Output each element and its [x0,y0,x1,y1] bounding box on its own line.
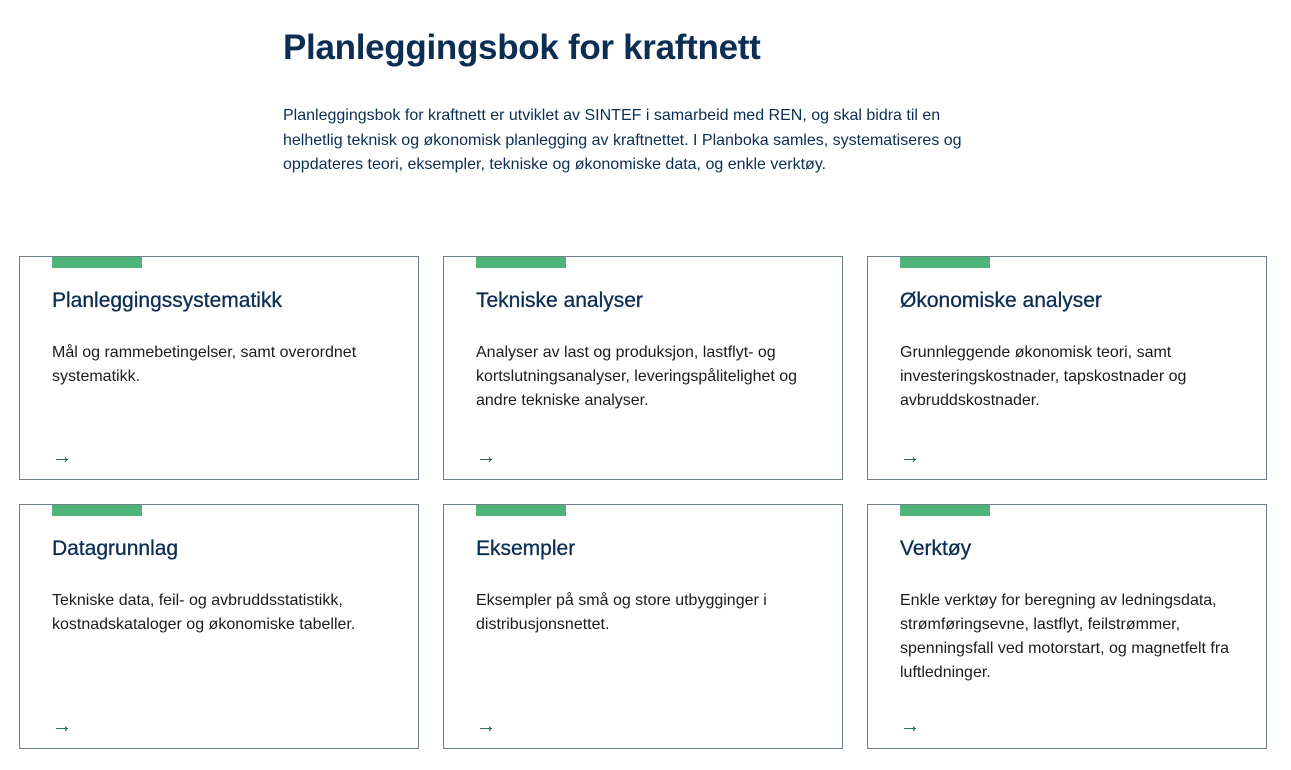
card-eksempler[interactable] [443,504,843,749]
card-description: Enkle verktøy for beregning av ledningsdata, strømføringsevne, lastflyt, feilstrømmer, spenningsfall ved motorstart, og magnetfelt fra luftledninger. [900,592,1230,681]
card-description: Eksempler på små og store utbygginger i distribusjonsnettet. [476,592,767,633]
card-title[interactable]: Eksempler [476,537,576,560]
card-title[interactable]: Datagrunnlag [52,537,179,560]
arrow-right-icon[interactable]: → [476,446,496,468]
arrow-right-icon[interactable]: → [52,715,72,737]
card-tekniske-analyser[interactable] [443,256,843,480]
card-description: Grunnleggende økonomisk teori, samt investeringskostnader, tapskostnader og avbruddskostnader. [900,344,1187,409]
card-accent-bar [900,257,990,268]
card-datagrunnlag[interactable] [19,504,419,749]
card-title[interactable]: Planleggingssystematikk [52,289,282,312]
card-accent-bar [476,257,566,268]
arrow-right-icon[interactable]: → [52,446,72,468]
card-okonomiske-analyser[interactable] [867,256,1267,480]
card-accent-bar [476,505,566,516]
page-title: Planleggingsbok for kraftnett [283,28,761,67]
card-description: Tekniske data, feil- og avbruddsstatistikk, kostnadskataloger og økonomiske tabeller. [52,592,356,633]
arrow-right-icon[interactable]: → [900,446,920,468]
arrow-right-icon[interactable]: → [900,715,920,737]
card-title[interactable]: Tekniske analyser [476,289,643,312]
card-verktoy[interactable] [867,504,1267,749]
card-description: Analyser av last og produksjon, lastflyt- og kortslutningsanalyser, leveringspålitelighet og andre tekniske analyser. [476,344,798,409]
card-title[interactable]: Verktøy [900,537,972,560]
card-description: Mål og rammebetingelser, samt overordnet systematikk. [52,344,357,385]
card-accent-bar [900,505,990,516]
card-accent-bar [52,257,142,268]
arrow-right-icon[interactable]: → [476,715,496,737]
card-accent-bar [52,505,142,516]
card-planleggingssystematikk[interactable] [19,256,419,480]
card-title[interactable]: Økonomiske analyser [900,289,1102,312]
intro-text: Planleggingsbok for kraftnett er utviklet av SINTEF i samarbeid med REN, og skal bidra til en helhetlig teknisk og økonomisk planlegging av kraftnettet. I Planboka samles, systematiseres og oppdateres teori, eksempler, tekniske og økonomiske data, og enkle verktøy. [283,107,962,173]
